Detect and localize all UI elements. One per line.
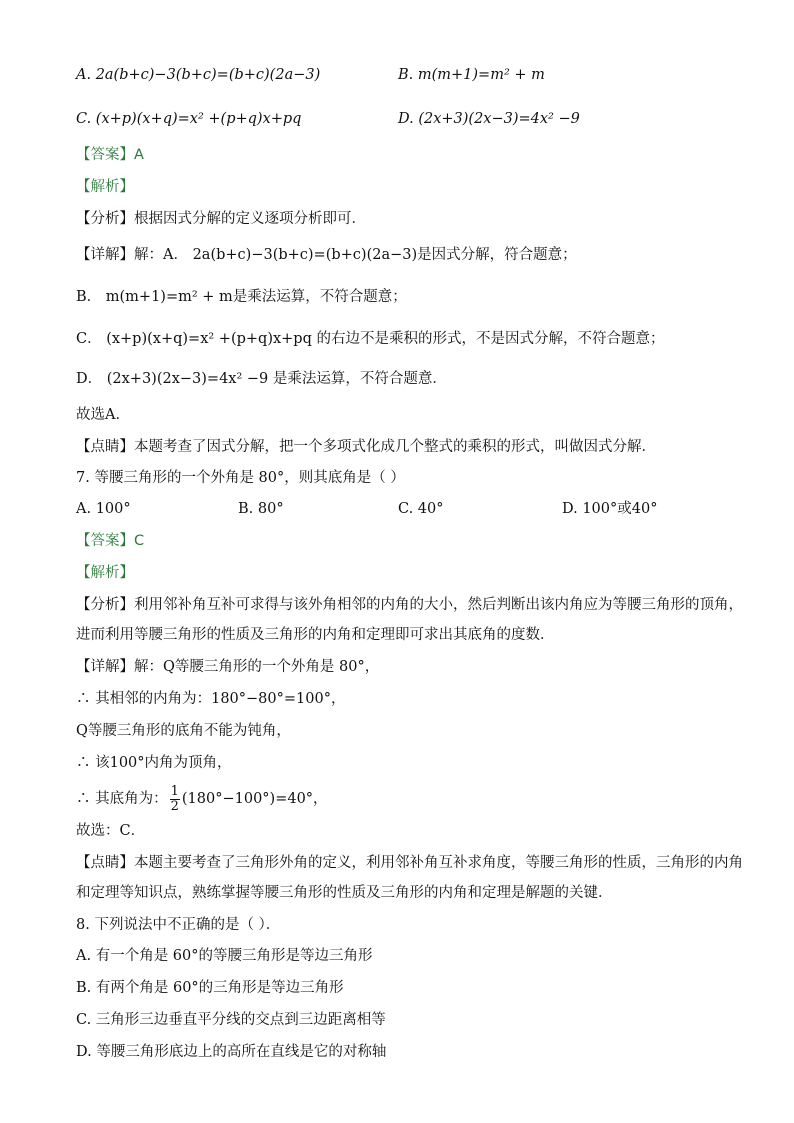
q7-stem: 7. 等腰三角形的一个外角是 80°，则其底角是（ ） [76,470,405,486]
q6-analysis: 【分析】根据因式分解的定义逐项分析即可． [76,211,366,227]
q6-option-c: C. (x+p)(x+q)=x² +(p+q)x+pq [76,111,302,127]
q7-detail-4: ∴ 该100°内角为顶角， [76,755,232,771]
q8-stem: 8. 下列说法中不正确的是（ ）． [76,917,281,933]
q7-answer: 【答案】C [76,533,145,549]
q8-option-c: C. 三角形三边垂直平分线的交点到三边距离相等 [76,1012,386,1028]
fraction-denominator: 2 [170,798,179,814]
q7-analysis-2: 进而利用等腰三角形的性质及三角形的内角和定理即可求出其底角的度数． [76,627,555,643]
q6-option-d: D. (2x+3)(2x−3)=4x² −9 [398,111,580,127]
q6-detail-a: 【详解】解：A． 2a(b+c)−3(b+c)=(b+c)(2a−3)是因式分解，符合题意； [76,247,577,263]
q6-choose: 故选A． [76,407,130,423]
q7-option-d: D. 100°或40° [562,501,658,517]
q6-detail-b: B． m(m+1)=m² + m是乘法运算，不符合题意； [76,289,407,305]
q7-detail-1: 【详解】解：Q等腰三角形的一个外角是 80°， [76,659,380,675]
q7-analysis-1: 【分析】利用邻补角互补可求得与该外角相邻的内角的大小，然后判断出该内角应为等腰三角形的顶角， [76,597,743,613]
q7-detail-2: ∴ 其相邻的内角为：180°−80°=100°， [76,691,346,707]
q7-detail-5-suffix: (180°−100°)=40°， [181,791,328,807]
q7-detail-5-prefix: ∴ 其底角为： [76,791,168,807]
q7-summary-2: 和定理等知识点，熟练掌握等腰三角形的性质及三角形的内角和定理是解题的关键． [76,885,613,901]
q6-option-a: A. 2a(b+c)−3(b+c)=(b+c)(2a−3) [76,67,321,83]
q6-summary: 【点睛】本题考查了因式分解，把一个多项式化成几个整式的乘积的形式，叫做因式分解． [76,439,656,455]
q8-option-b: B. 有两个角是 60°的三角形是等边三角形 [76,980,344,996]
q7-analysis-title: 【解析】 [76,565,134,581]
q7-detail-5 [76,784,734,814]
q6-answer: 【答案】A [76,147,144,163]
q8-option-d: D. 等腰三角形底边上的高所在直线是它的对称轴 [76,1044,387,1060]
q7-option-b: B. 80° [238,501,284,517]
q7-choose: 故选：C． [76,823,146,839]
q7-summary-1: 【点睛】本题主要考查了三角形外角的定义，利用邻补角互补求角度，等腰三角形的性质，三角形的内角 [76,855,743,871]
one-half-fraction [170,785,180,814]
q7-option-a: A. 100° [76,501,131,517]
q6-option-b: B. m(m+1)=m² + m [398,67,545,83]
q6-detail-d: D． (2x+3)(2x−3)=4x² −9 是乘法运算，不符合题意． [76,371,447,387]
q7-detail-3: Q等腰三角形的底角不能为钝角， [76,723,291,739]
q7-option-c: C. 40° [398,501,444,517]
q6-detail-c: C． (x+p)(x+q)=x² +(p+q)x+pq 的右边不是乘积的形式，不是因式分解，不符合题意； [76,331,665,347]
fraction-numerator: 1 [170,783,179,799]
q8-option-a: A. 有一个角是 60°的等腰三角形是等边三角形 [76,948,373,964]
q6-analysis-title: 【解析】 [76,179,134,195]
